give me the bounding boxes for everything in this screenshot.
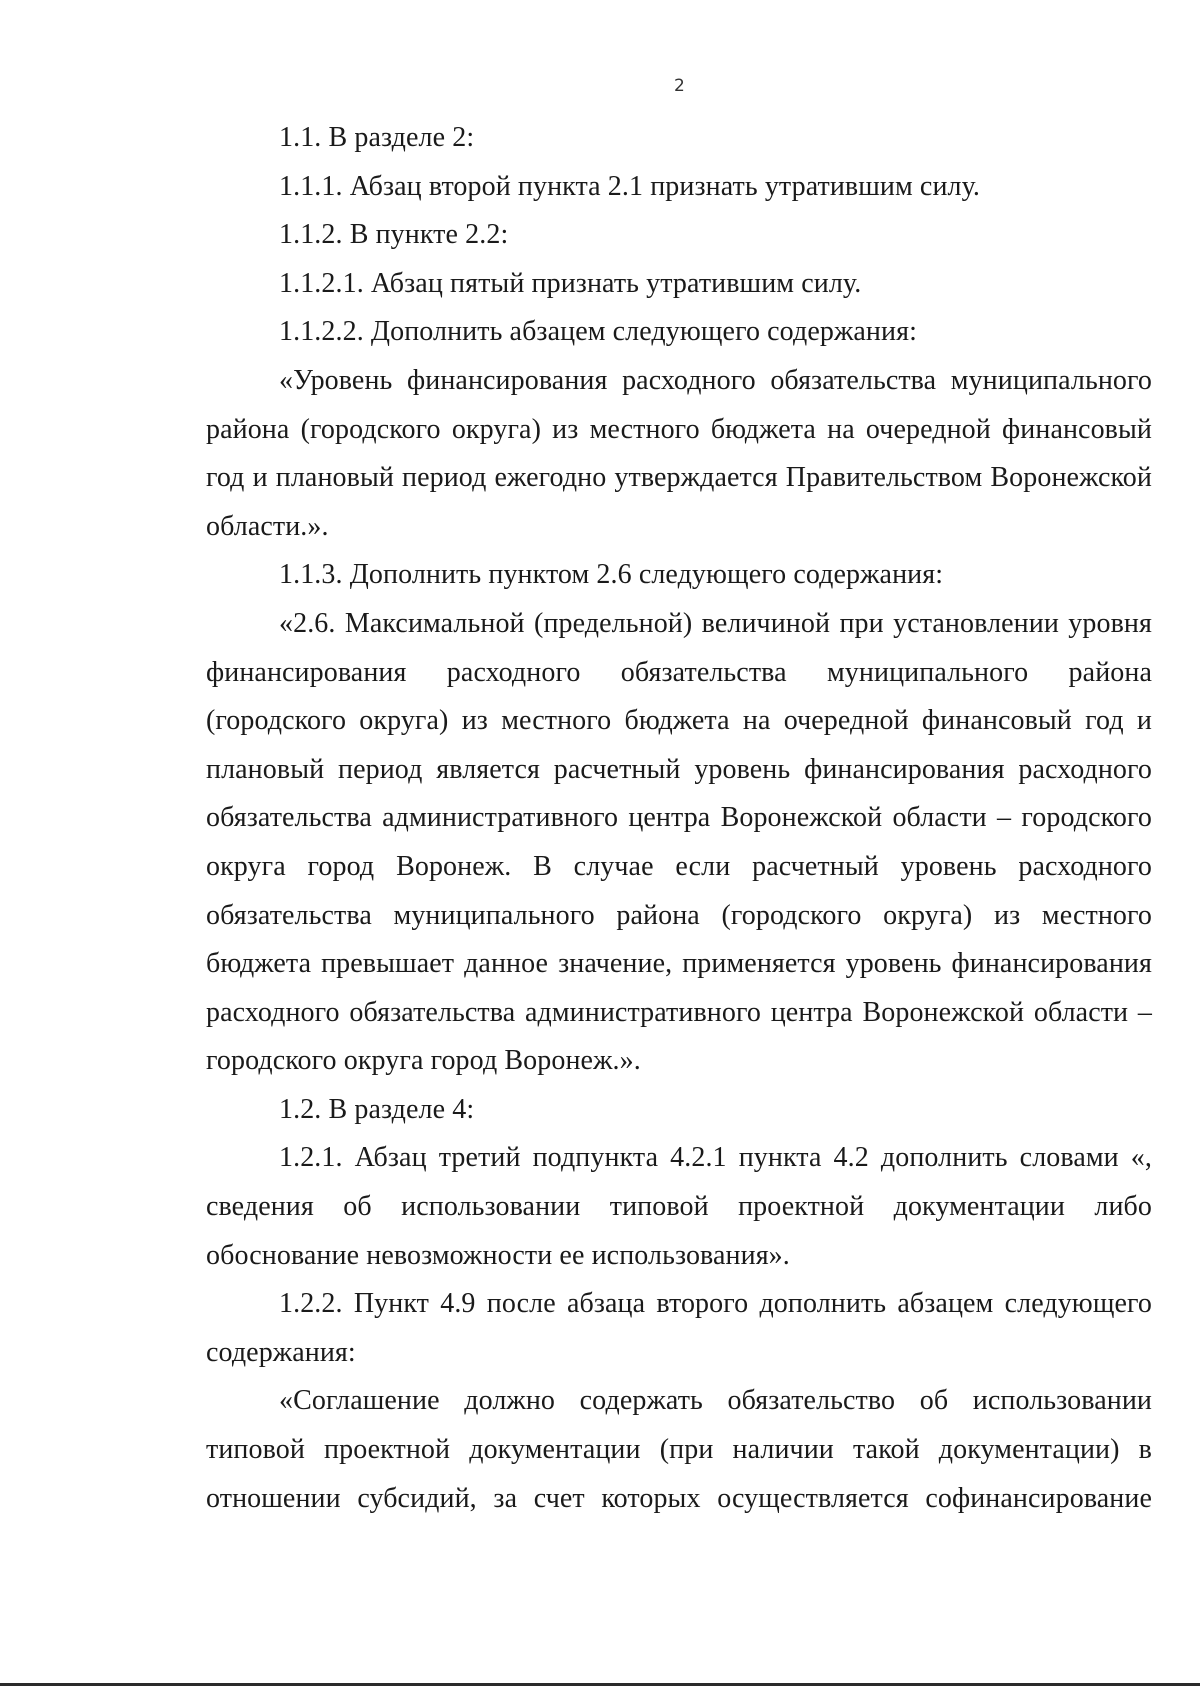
paragraph-1-1-2-2: 1.1.2.2. Дополнить абзацем следующего содержания:	[279, 316, 917, 348]
paragraph-quote-funding-level: «Уровень финансирования расходного обязательства муниципального района (городского округа) из местного бюджета на очередной финансовый год и плановый период ежегодно утверждается Правительством Воронежской области.».	[206, 364, 1152, 542]
paragraph-quote-agreement: «Соглашение должно содержать обязательство об использовании типовой проектной документации (при наличии такой документации) в отношении субсидий, за счет которых осуществляется софинансирование	[206, 1385, 1152, 1514]
document-body	[206, 114, 1152, 1523]
paragraph-1-1-3: 1.1.3. Дополнить пунктом 2.6 следующего содержания:	[279, 559, 944, 591]
paragraph-1-1-2-1: 1.1.2.1. Абзац пятый признать утратившим силу.	[279, 267, 862, 299]
paragraph-1-1-1: 1.1.1. Абзац второй пункта 2.1 признать утратившим силу.	[279, 170, 980, 202]
paragraph-1-1: 1.1. В разделе 2:	[279, 122, 475, 153]
bottom-scan-edge-line	[0, 1683, 1200, 1686]
page-number-text: 2	[674, 76, 685, 96]
paragraph-1-1-2: 1.1.2. В пункте 2.2:	[279, 219, 509, 251]
paragraph-quote-2-6: «2.6. Максимальной (предельной) величиной при установлении уровня финансирования расходного обязательства муниципального района (городского округа) из местного бюджета на очередной финансовый год и плановый период является расчетный уровень финансирования расходного обязательства административного центра Воронежской области – городского округа город Воронеж. В случае если расчетный уровень расходного обязательства муниципального района (городского округа) из местного бюджета превышает данное значение, применяется уровень финансирования расходного обязательства административного центра Воронежской области – городского округа город Воронеж.».	[206, 607, 1152, 1077]
paragraph-1-2: 1.2. В разделе 4:	[279, 1093, 475, 1125]
paragraph-1-2-2: 1.2.2. Пункт 4.9 после абзаца второго дополнить абзацем следующего содержания:	[206, 1288, 1152, 1368]
paragraph-1-2-1: 1.2.1. Абзац третий подпункта 4.2.1 пункта 4.2 дополнить словами «, сведения об использовании типовой проектной документации либо обоснование невозможности ее использования».	[206, 1142, 1152, 1271]
